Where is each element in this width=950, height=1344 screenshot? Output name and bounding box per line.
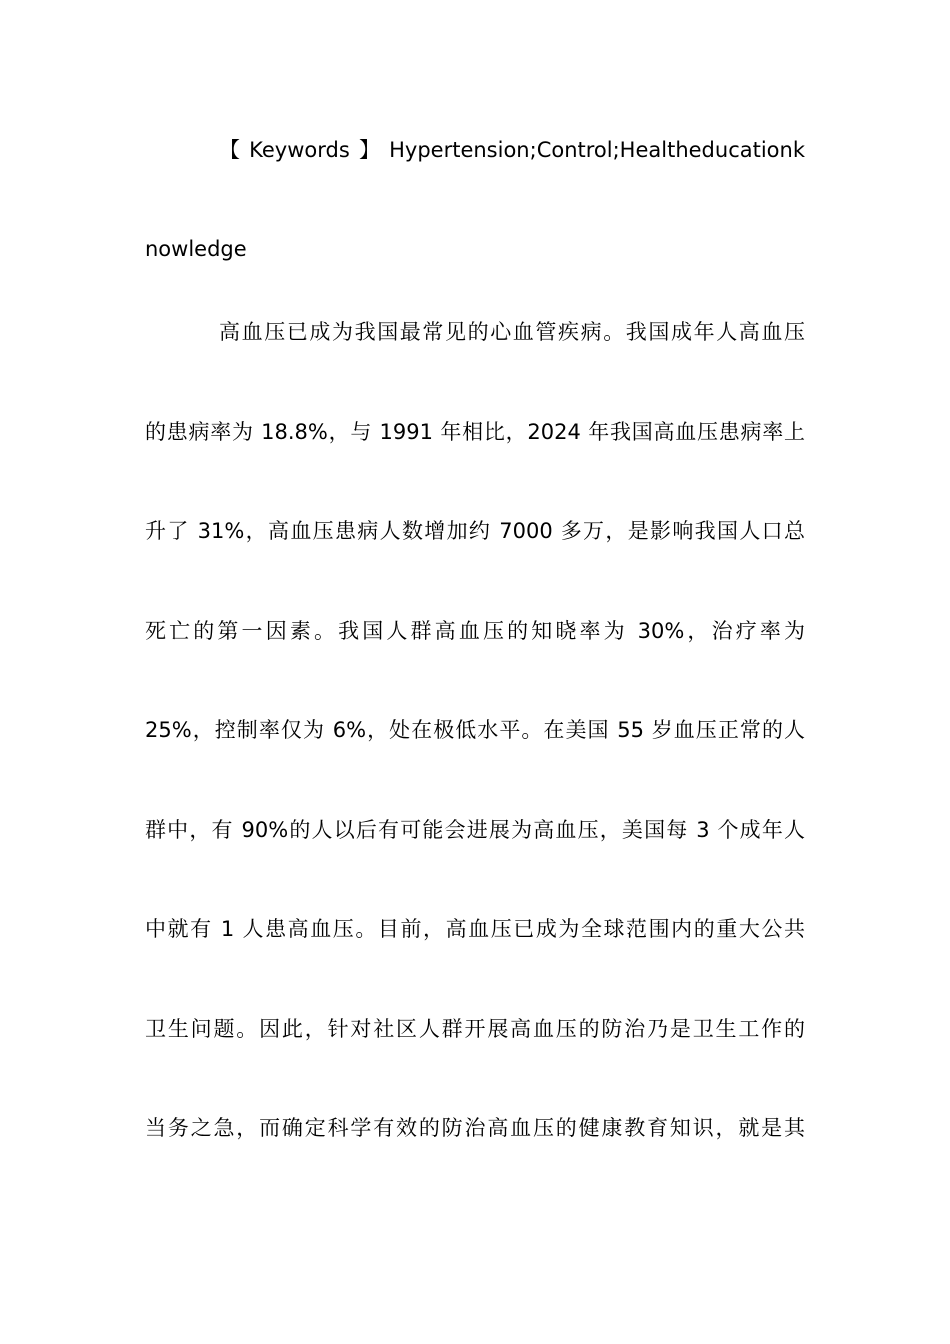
keywords-line-2: nowledge: [145, 237, 247, 261]
paragraph-line-2: 的患病率为 18.8%，与 1991 年相比，2024 年我国高血压患病率上: [145, 420, 805, 444]
paragraph-line-4: 死亡的第一因素。我国人群高血压的知晓率为 30%，治疗率为: [145, 619, 805, 643]
paragraph-line-3: 升了 31%，高血压患病人数增加约 7000 多万，是影响我国人口总: [145, 519, 805, 543]
paragraph-line-8: 卫生问题。因此，针对社区人群开展高血压的防治乃是卫生工作的: [145, 1017, 805, 1041]
paragraph-line-9: 当务之急，而确定科学有效的防治高血压的健康教育知识，就是其: [145, 1116, 805, 1140]
paragraph-line-5: 25%，控制率仅为 6%，处在极低水平。在美国 55 岁血压正常的人: [145, 718, 805, 742]
keywords-line-1: 【Keywords】Hypertension;Control;Healtheducationk: [219, 138, 805, 162]
paragraph-line-7: 中就有 1 人患高血压。目前，高血压已成为全球范围内的重大公共: [145, 917, 805, 941]
paragraph-line-6: 群中，有 90%的人以后有可能会进展为高血压，美国每 3 个成年人: [145, 818, 805, 842]
paragraph-line-1: 高血压已成为我国最常见的心血管疾病。我国成年人高血压: [219, 320, 805, 344]
